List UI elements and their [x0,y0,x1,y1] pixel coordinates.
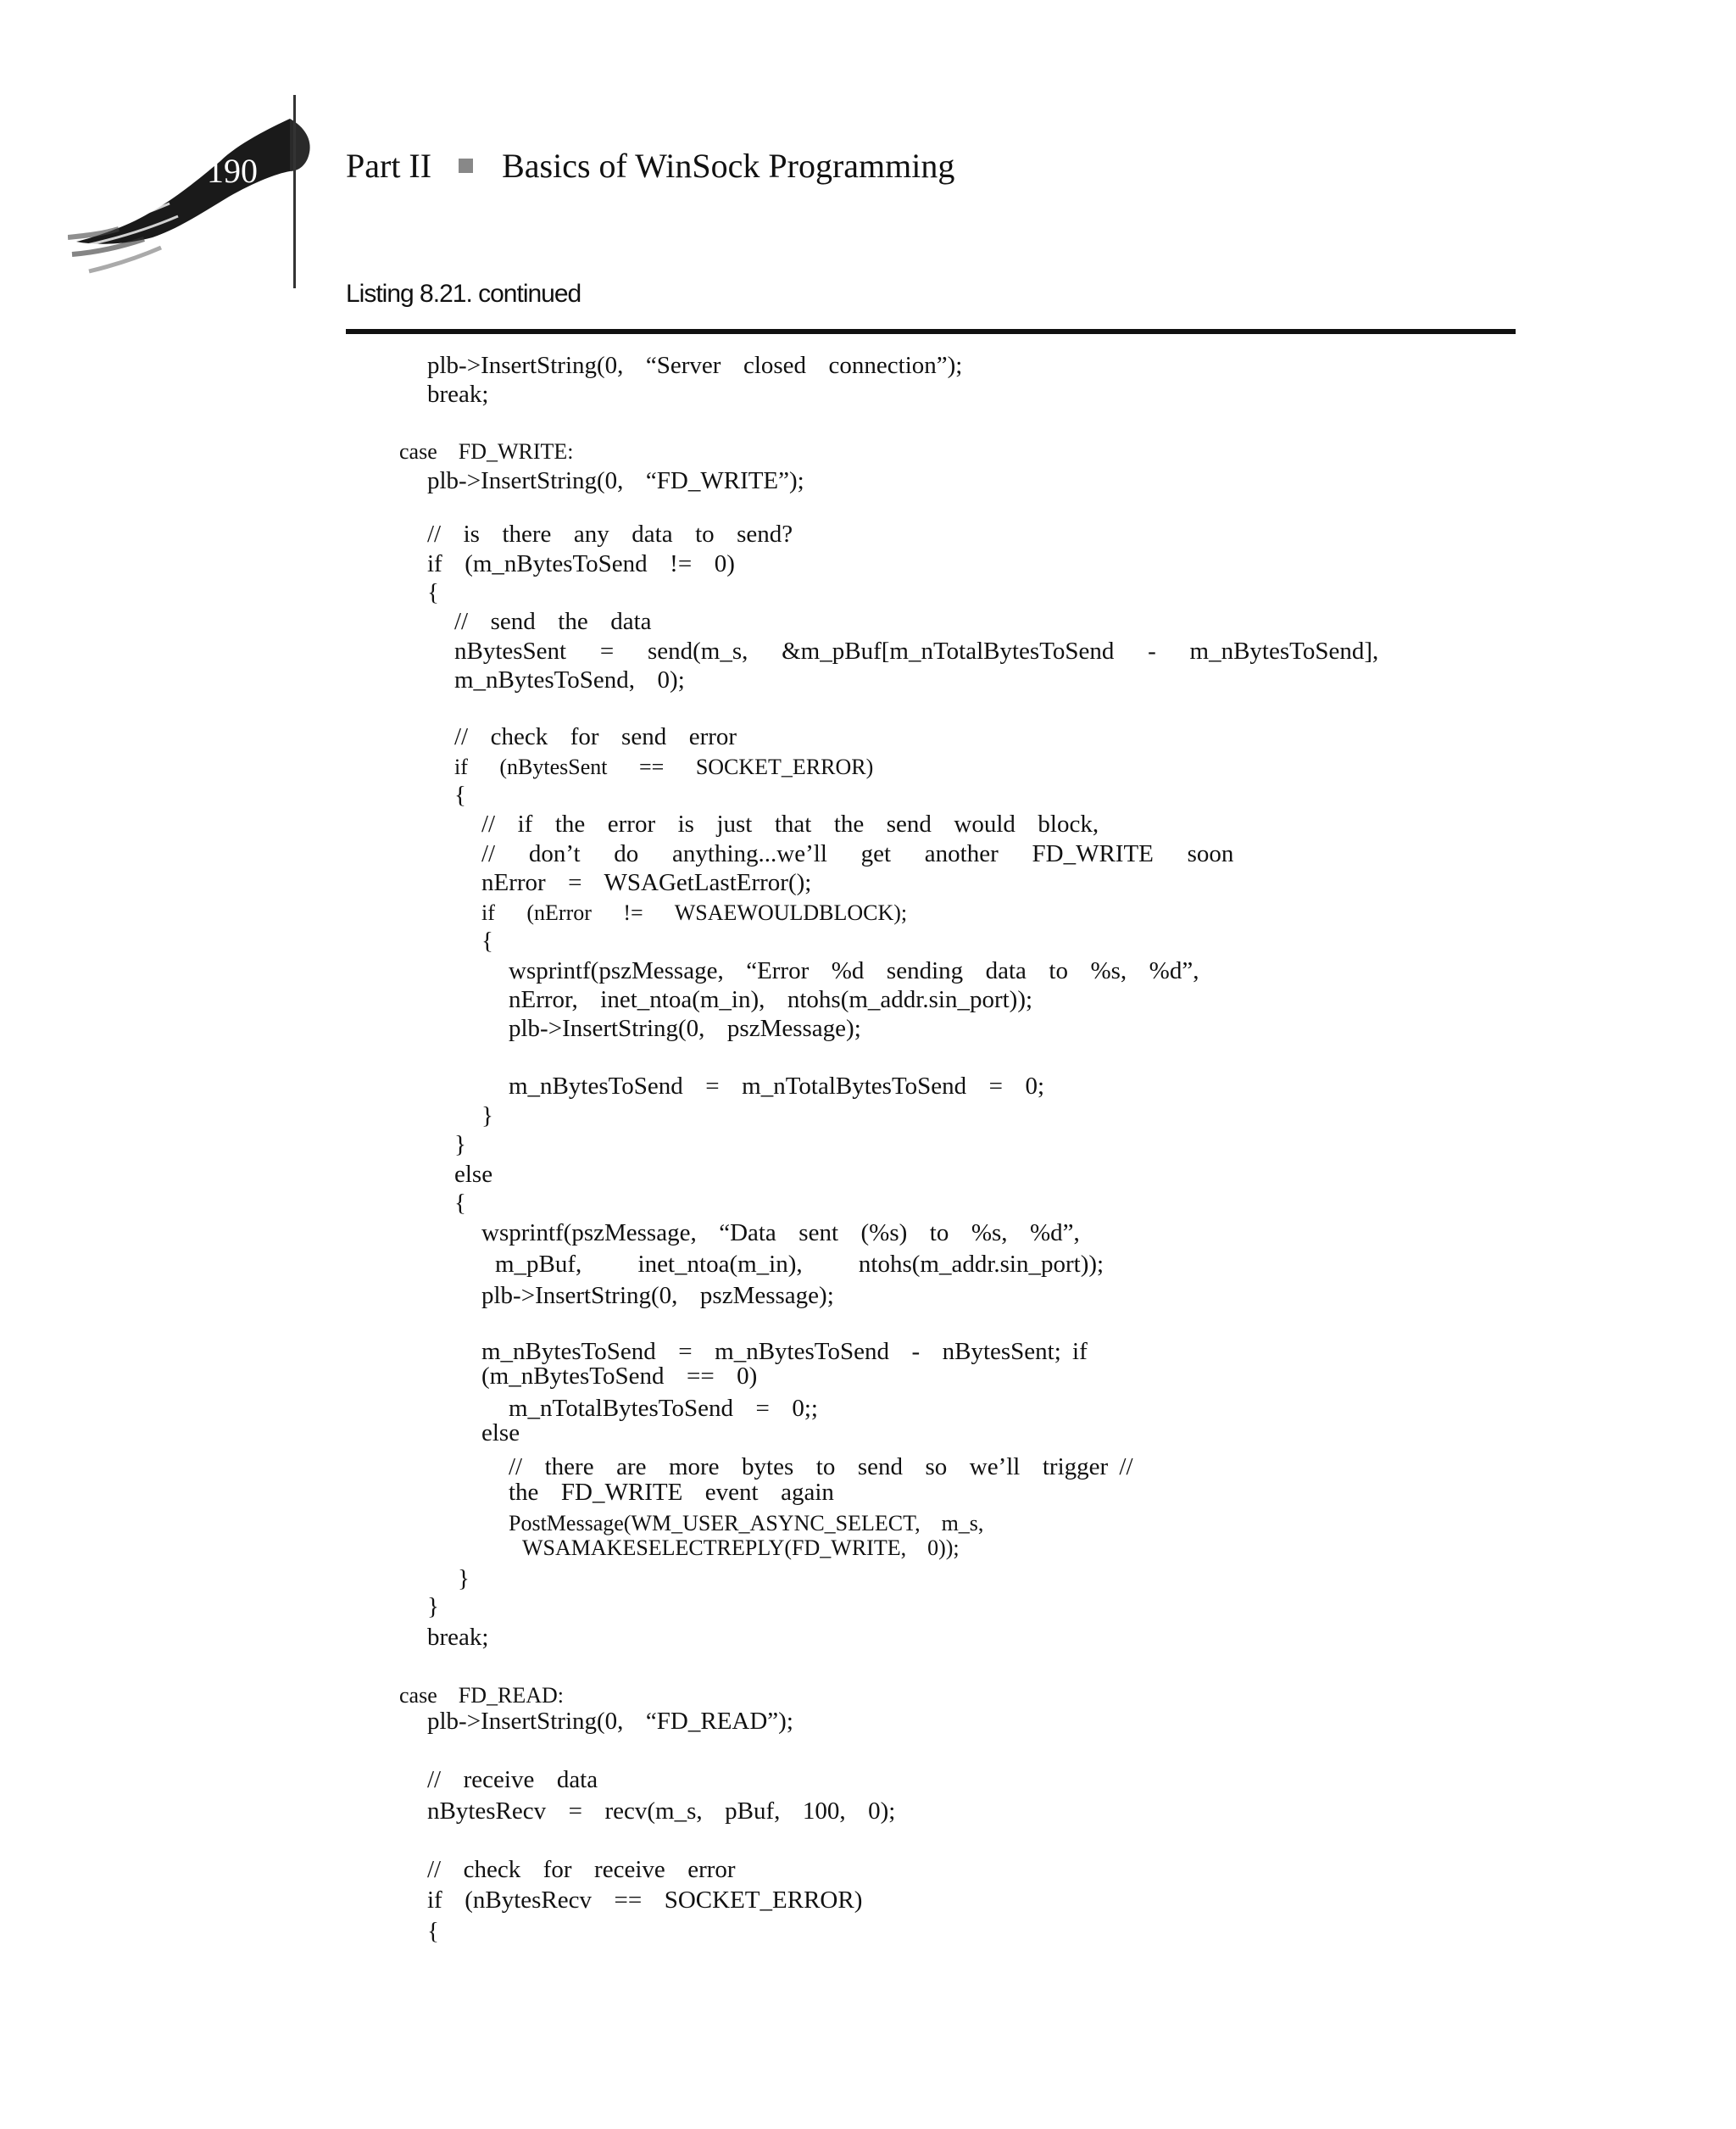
code-line: nError = WSAGetLastError(); [481,869,812,896]
part-label: Part II [346,147,432,185]
code-line: // send the data [454,608,652,635]
code-line: wsprintf(pszMessage, “Data sent (%s) to %s, %d”, [481,1219,1080,1246]
code-line: break; [427,1624,489,1651]
code-line: // check for send error [454,723,737,750]
code-line: if (m_nBytesToSend != 0) [427,550,735,577]
code-line: } [427,1593,439,1620]
code-line: (m_nBytesToSend == 0) [481,1363,758,1390]
code-line: m_pBuf, inet_ntoa(m_in), ntohs(m_addr.sin_port)); [495,1251,1104,1278]
section-title: Basics of WinSock Programming [502,147,955,185]
page-number: 190 [207,152,258,190]
code-line: nError, inet_ntoa(m_in), ntohs(m_addr.sin_port)); [509,986,1033,1013]
code-line: case FD_READ: [399,1683,564,1708]
code-line: the FD_WRITE event again [509,1479,834,1506]
code-line: plb->InsertString(0, “FD_READ”); [427,1708,793,1735]
code-line: if (nBytesSent == SOCKET_ERROR) [454,755,874,779]
code-line: // if the error is just that the send would block, [481,811,1099,838]
code-line: wsprintf(pszMessage, “Error %d sending data to %s, %d”, [509,957,1199,984]
code-line: PostMessage(WM_USER_ASYNC_SELECT, m_s, [509,1511,984,1535]
code-line: { [481,928,493,955]
code-line: WSAMAKESELECTREPLY(FD_WRITE, 0)); [522,1535,960,1560]
code-line: } [458,1565,470,1592]
code-line: nBytesRecv = recv(m_s, pBuf, 100, 0); [427,1797,896,1825]
code-line: { [427,1918,439,1945]
code-line: m_nTotalBytesToSend = 0;; [509,1395,818,1422]
code-line: m_nBytesToSend, 0); [454,666,685,694]
code-line: // don’t do anything...we’ll get another FD_WRITE soon [481,840,1234,867]
code-line: break; [427,381,489,408]
code-line: plb->InsertString(0, “FD_WRITE”); [427,467,804,494]
code-line: // check for receive error [427,1856,736,1883]
code-line: else [481,1419,520,1446]
listing-caption: Listing 8.21. continued [346,280,581,308]
code-line: if (nBytesRecv == SOCKET_ERROR) [427,1887,863,1914]
code-line: } [454,1131,466,1158]
code-line: { [454,782,466,809]
code-line: // is there any data to send? [427,521,793,548]
code-line: { [454,1190,466,1217]
code-line: plb->InsertString(0, “Server closed connection”); [427,352,963,379]
code-line: m_nBytesToSend = m_nBytesToSend - nBytesSent; if [481,1338,1088,1365]
code-line: // there are more bytes to send so we’ll trigger // [509,1453,1133,1480]
code-line: } [481,1102,493,1129]
code-line: m_nBytesToSend = m_nTotalBytesToSend = 0; [509,1073,1045,1100]
code-line: plb->InsertString(0, pszMessage); [481,1282,834,1309]
code-line: else [454,1161,493,1188]
code-line: // receive data [427,1766,598,1793]
code-line: case FD_WRITE: [399,439,574,464]
code-line: { [427,579,439,606]
code-line: plb->InsertString(0, pszMessage); [509,1015,861,1042]
code-line: if (nError != WSAEWOULDBLOCK); [481,900,908,925]
code-line: nBytesSent = send(m_s, &m_pBuf[m_nTotalBytesToSend - m_nBytesToSend], [454,638,1379,665]
